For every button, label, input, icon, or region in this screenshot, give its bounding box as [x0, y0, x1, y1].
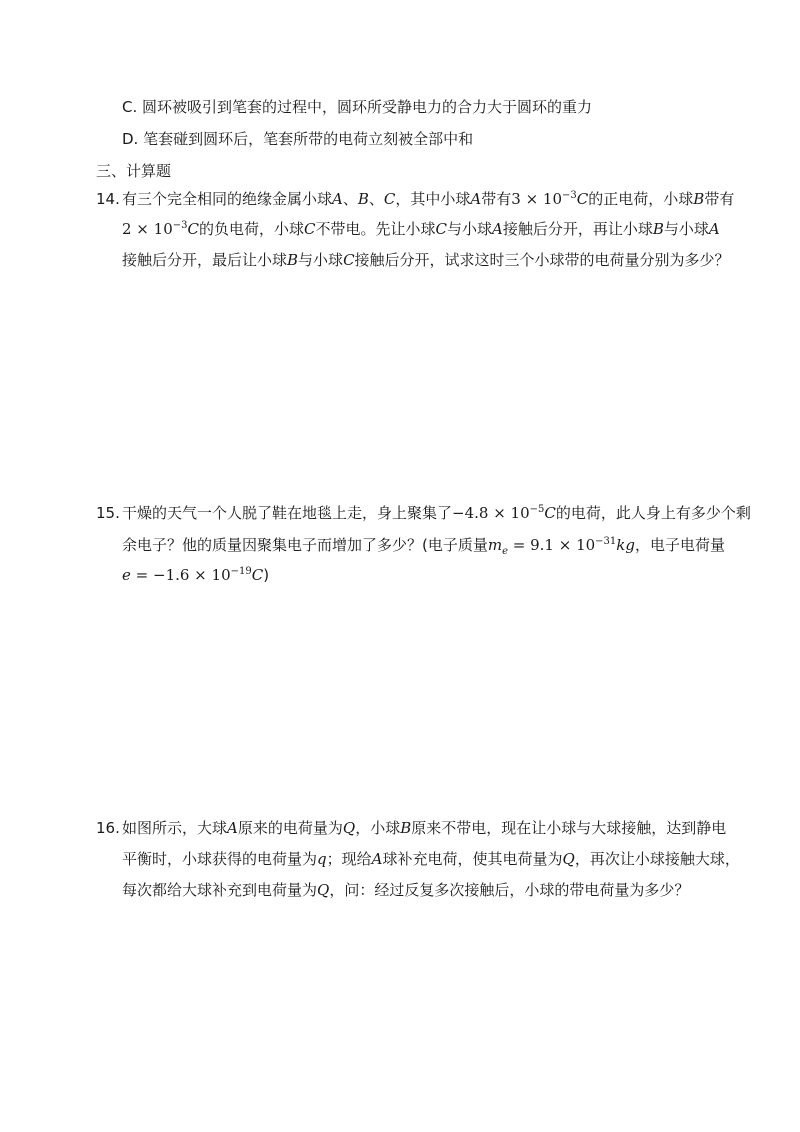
q16-line-2 [122, 849, 740, 869]
q16-var-a: A [227, 819, 238, 837]
q14-var-a: A [332, 190, 343, 208]
q15-e-symbol: e [122, 566, 131, 584]
q16-text: ，再次让小球接触大球， [574, 850, 740, 868]
q16-text: 如图所示，大球 [122, 819, 228, 837]
q14-charge-b-base: 2 × 10 [122, 220, 173, 238]
q15-me-sub: e [502, 546, 509, 557]
q14-var-c: C [304, 220, 316, 238]
q14-var-b: B [287, 251, 299, 269]
q14-text: ，其中小球 [395, 190, 471, 208]
q14-number: 14. [96, 190, 120, 208]
q14-var-c: C [383, 190, 396, 208]
q14-text: 不带电。先让小球 [315, 220, 436, 238]
section-title [96, 161, 171, 181]
q16-text: ；现给 [326, 850, 372, 868]
q14-text: 接触后分开，试求这时三个小球带的电荷量分别为多少？ [354, 251, 730, 269]
q14-text: 与小球 [663, 220, 709, 238]
q14-var-b: B [693, 190, 705, 208]
q14-line-2 [122, 219, 720, 239]
q14-line-3 [122, 250, 730, 270]
q15-unit: C [544, 504, 556, 522]
q14-charge-b [122, 220, 199, 238]
q15-e-exp: −19 [230, 566, 252, 577]
q16-text: ，问：经过反复多次接触后，小球的带电荷量为多少？ [329, 881, 690, 899]
q15-text: 干燥的天气一个人脱了鞋在地毯上走，身上聚集了 [122, 504, 453, 522]
q14-unit: C [576, 190, 589, 208]
q16-var-q: Q [342, 819, 356, 837]
q14-var-c: C [343, 251, 355, 269]
section-title-text: 三、计算题 [96, 162, 172, 180]
q15-line-1 [122, 503, 751, 523]
q15-electron-charge [122, 566, 263, 584]
q15-e-unit: C [251, 566, 264, 584]
q14-sep: 、 [368, 190, 384, 208]
q16-text: 原来不带电，现在让小球与大球接触，达到静电 [411, 819, 727, 837]
q15-me-symbol: m [487, 536, 503, 554]
q16-text: 原来的电荷量为 [237, 819, 343, 837]
q16-text: ，小球 [355, 819, 401, 837]
q14-var-a: A [470, 190, 482, 208]
q14-text: 与小球 [298, 251, 344, 269]
q14-charge-a-exp: −3 [562, 190, 577, 201]
q14-text: 与小球 [446, 220, 492, 238]
q14-text: 带有 [481, 190, 512, 208]
q15-e-value: = −1.6 × 10 [130, 566, 231, 584]
q16-line-1 [122, 818, 726, 838]
q16-var-q: Q [562, 850, 575, 868]
q14-var-a: A [708, 220, 720, 238]
q15-charge-base: −4.8 × 10 [452, 504, 530, 522]
option-c-text: C. 圆环被吸引到笔套的过程中，圆环所受静电力的合力大于圆环的重力 [122, 98, 593, 116]
q14-var-b: B [652, 220, 664, 238]
q16-number: 16. [96, 819, 120, 837]
q15-me-value: = 9.1 × 10 [508, 536, 596, 554]
q14-sep: 、 [342, 190, 358, 208]
q15-me-exp: −31 [595, 536, 617, 547]
q16-text: 每次都给大球补充到电荷量为 [122, 881, 318, 899]
q15-text: 的电荷，此人身上有多少个剩 [555, 504, 751, 522]
q14-var-b: B [357, 190, 369, 208]
q15-line-3 [122, 565, 269, 585]
q16-var-q: Q [317, 881, 330, 899]
q16-text: 球补充电荷，使其电荷量为 [382, 850, 563, 868]
q14-line-1 [122, 189, 734, 209]
q14-var-c: C [435, 220, 447, 238]
q14-charge-b-exp: −3 [172, 220, 188, 231]
q16-var-small-q: q [317, 850, 327, 868]
q15-charge [452, 504, 556, 522]
q14-charge-a-base: 3 × 10 [511, 190, 563, 208]
q14-text: 的正电荷，小球 [588, 190, 694, 208]
q15-number: 15. [96, 504, 120, 522]
q14-text: 的负电荷，小球 [198, 220, 304, 238]
q15-electron-mass [487, 536, 635, 557]
q14-text: 有三个完全相同的绝缘金属小球 [122, 190, 333, 208]
q14-text: 接触后分开，最后让小球 [122, 251, 288, 269]
q16-var-b: B [400, 819, 412, 837]
option-c [122, 97, 592, 117]
q14-text: 带有 [704, 190, 735, 208]
q15-me-unit: kg [616, 536, 635, 554]
q15-line-2 [122, 535, 725, 555]
q14-unit: C [187, 220, 199, 238]
q15-close-paren: ) [263, 566, 270, 584]
q16-text: 平衡时，小球获得的电荷量为 [122, 850, 318, 868]
q15-charge-exp: −5 [529, 504, 545, 515]
q15-text: 余电子？他的质量因聚集电子而增加了多少？(电子质量 [122, 536, 488, 554]
q14-text: 接触后分开，再让小球 [502, 220, 653, 238]
option-d-text: D. 笔套碰到圆环后，笔套所带的电荷立刻被全部中和 [122, 130, 474, 148]
q15-text: ，电子电荷量 [634, 536, 725, 554]
q16-line-3 [122, 880, 689, 900]
q14-var-a: A [492, 220, 503, 238]
q14-charge-a [511, 190, 588, 208]
q16-var-a: A [371, 850, 383, 868]
option-d [122, 129, 473, 149]
